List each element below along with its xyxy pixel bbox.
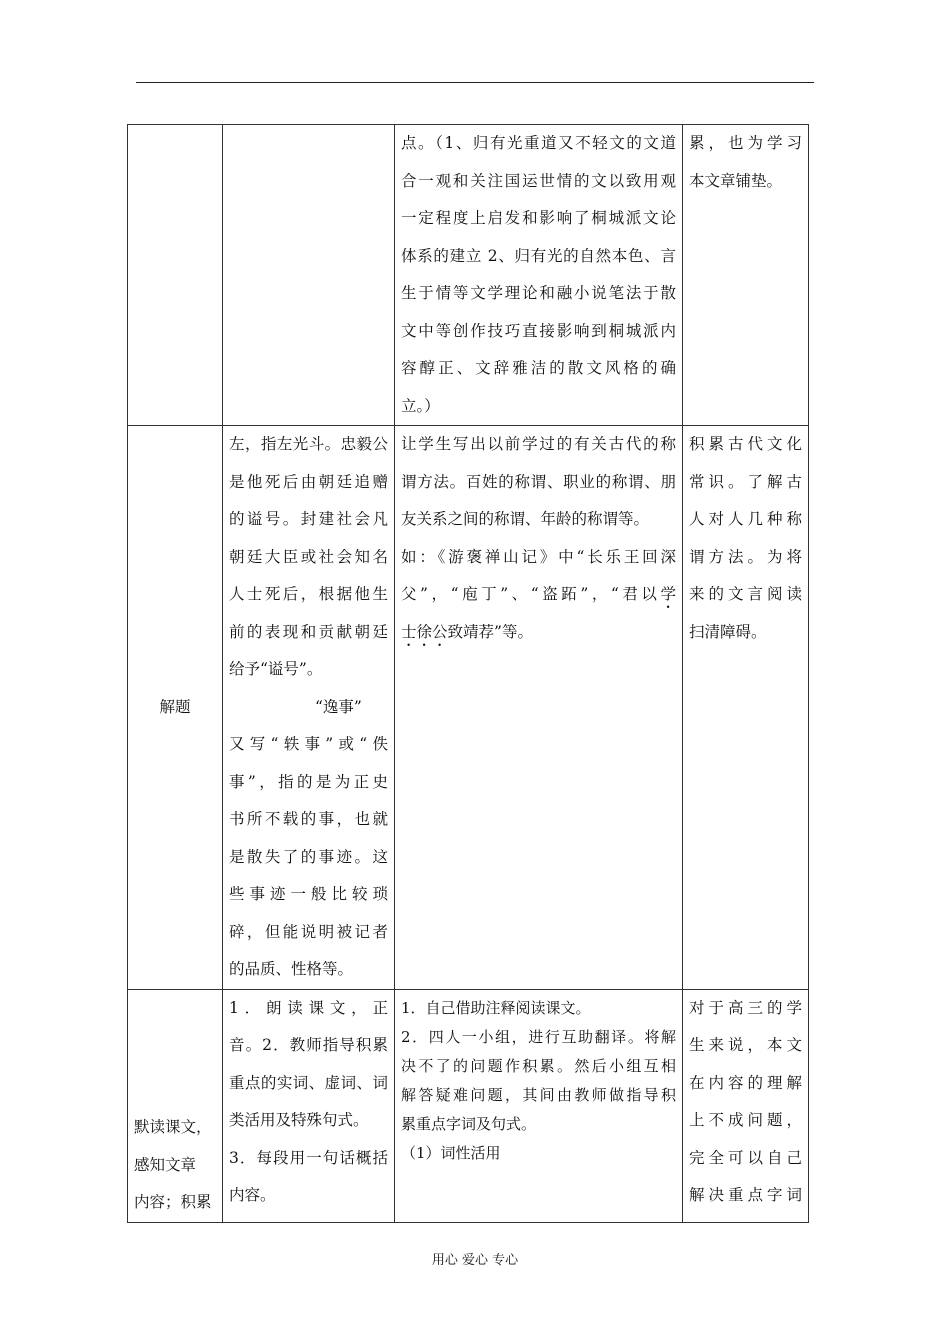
text-line: 给予“谥号”。: [229, 660, 323, 678]
text-line: 累，也为学习: [689, 134, 802, 152]
text-line: 左，指左光斗。忠毅公: [229, 435, 388, 453]
cell-step-title: 解题: [128, 426, 223, 990]
cell-purpose: [683, 426, 809, 990]
emphasis-mark: 学: [660, 585, 676, 603]
text-line: 扫清障碍。: [689, 622, 767, 641]
text-line: 父”，“庖丁”、“盗跖”，“君以学: [401, 585, 676, 603]
text-line: 完全可以自己: [689, 1148, 802, 1167]
table-row: [128, 125, 809, 426]
text-line: 人对人几种称: [689, 510, 802, 528]
text-line: 文中等创作技巧直接影响到桐城派内: [401, 321, 676, 340]
table-row: [128, 989, 809, 1222]
text-line: 3．每段用一句话概括: [229, 1148, 388, 1167]
cell-teacher: [223, 426, 395, 990]
text-line: 前的表现和贡献朝廷: [229, 622, 388, 641]
lesson-plan-table: [127, 124, 809, 1223]
cell-teacher: [223, 989, 395, 1222]
cell-student: [395, 989, 683, 1222]
text-line: 合一观和关注国运世情的文以致用观: [401, 171, 676, 190]
text-line: 又写“轶事”或“佚: [229, 735, 388, 753]
text-line: 如：《游褒禅山记》中“长乐王回深: [401, 547, 676, 566]
text-line: 立。）: [401, 396, 440, 415]
text-line: 1．朗读课文，正: [229, 998, 388, 1017]
text-line: 士徐公致靖荐”等。: [401, 622, 533, 641]
text-line: 谓方法。为将: [689, 547, 802, 566]
text-line: 些事迹一般比较琐: [229, 885, 388, 903]
text-line: 本文章铺垫。: [689, 171, 783, 190]
text-line: 谓方法。百姓的称谓、职业的称谓、朋: [401, 472, 676, 491]
text-line: 重点的实词、虚词、词: [229, 1073, 388, 1092]
text-line: 对于高三的学: [689, 998, 802, 1017]
page-footer: 用心 爱心 专心: [431, 1253, 519, 1268]
text-line: 内容；积累: [134, 1193, 212, 1211]
text-line: 碎，但能说明被记者: [229, 922, 388, 941]
text-line: 常识。了解古: [689, 472, 802, 491]
text-line: “逸事”: [315, 697, 362, 716]
text-line: 感知文章: [134, 1155, 197, 1174]
text-line: 解答疑难问题，其间由教师做指导积: [401, 1085, 676, 1104]
text-line: 积累古代文化: [689, 435, 802, 453]
text-line: 来的文言阅读: [689, 585, 802, 603]
text-line: 音。2．教师指导积累: [229, 1036, 388, 1054]
text-line: 上不成问题，: [689, 1111, 802, 1129]
text-line: 体系的建立 2、归有光的自然本色、言: [401, 246, 676, 265]
text-line: 1．自己借助注释阅读课文。: [401, 998, 591, 1017]
text-line: 朝廷大臣或社会知名: [229, 547, 388, 566]
text-line: 在内容的理解: [689, 1073, 802, 1092]
header-rule: [136, 82, 814, 83]
cell-purpose: [683, 125, 809, 426]
cell-purpose: [683, 989, 809, 1222]
text-line: 累重点字词及句式。: [401, 1114, 537, 1133]
text-line: 生来说，本文: [689, 1036, 802, 1054]
text-line: （1）词性活用: [401, 1143, 501, 1162]
cell-student: [395, 125, 683, 426]
emphasis-mark: 士徐公: [401, 622, 448, 641]
text-line: 的谥号。封建社会凡: [229, 510, 388, 528]
text-line: 让学生写出以前学过的有关古代的称: [401, 435, 676, 453]
cell-student: [395, 426, 683, 990]
text-line: 的品质、性格等。: [229, 960, 354, 978]
text-line: 一定程度上启发和影响了桐城派文论: [401, 209, 676, 227]
text-line: 内容。: [229, 1186, 276, 1204]
text-line: 容醇正、文辞雅洁的散文风格的确: [401, 359, 676, 377]
table-row: [128, 426, 809, 990]
cell-step-title: [128, 989, 223, 1222]
text-line: 人士死后，根据他生: [229, 585, 388, 603]
text-line: 解决重点字词: [689, 1186, 802, 1204]
text-line: 书所不载的事，也就: [229, 810, 388, 828]
text-line: 默读课文，: [134, 1118, 212, 1136]
cell-step: [128, 125, 223, 426]
text-line: 事”，指的是为正史: [229, 772, 388, 791]
text-line: 是他死后由朝廷追赠: [229, 472, 388, 491]
cell-teacher: [223, 125, 395, 426]
text-line: 决不了的问题作积累。然后小组互相: [401, 1056, 676, 1075]
text-line: 是散失了的事迹。这: [229, 847, 388, 866]
text-line: 友关系之间的称谓、年龄的称谓等。: [401, 510, 650, 528]
text-line: 2．四人一小组，进行互助翻译。将解: [401, 1027, 676, 1046]
text-line: 生于情等文学理论和融小说笔法于散: [401, 284, 676, 302]
text-line: 点。（1、归有光重道又不轻文的文道: [401, 134, 676, 152]
text-line: 类活用及特殊句式。: [229, 1111, 369, 1129]
